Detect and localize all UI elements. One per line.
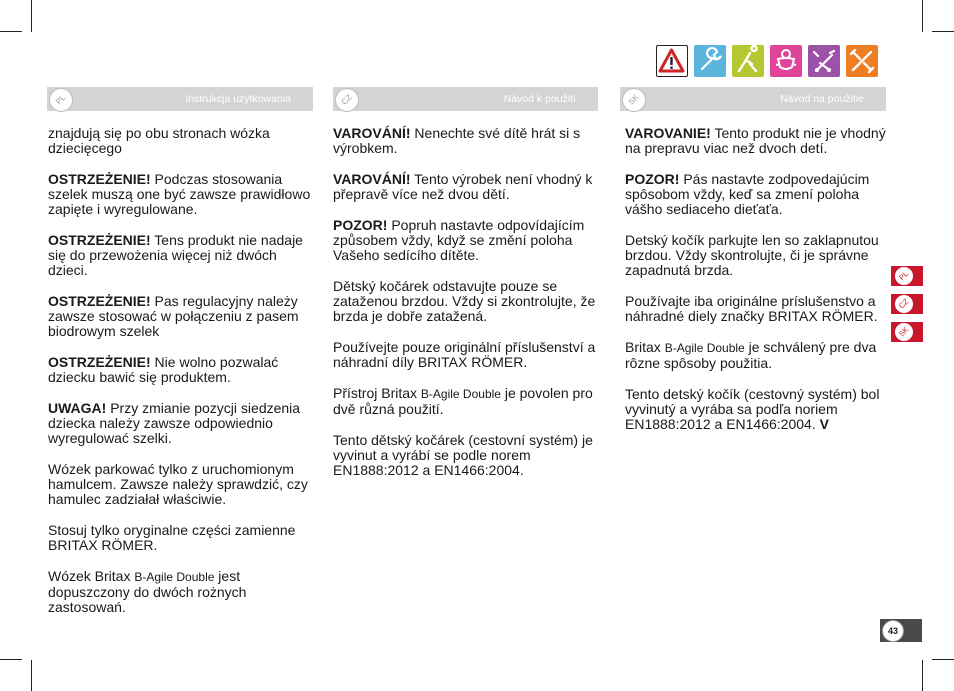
paragraph: Wózek Britax B-Agile Double jest dopuszczony do dwóch rożnych zastosowań. <box>48 568 247 615</box>
side-tab-label: PL <box>890 262 918 290</box>
warning-paragraph: VAROVÁNÍ! Tento výrobek není vhodný k přepravě více než dvou dětí. <box>333 171 593 202</box>
warning-paragraph: OSTRZEŻENIE! Pas regulacyjny należy zawsze stosować w połączeniu z pasem biodrowym szelek <box>48 293 299 339</box>
stroller-folding-icon <box>808 45 840 77</box>
crop-mark <box>0 31 22 32</box>
warning-paragraph: VAROVANIE! Tento produkt nie je vhodný na prepravu viac než dvoch detí. <box>625 125 886 156</box>
paragraph: Používejte pouze originální příslušenství a náhradní díly BRITAX RÖMER. <box>333 339 596 370</box>
crop-mark <box>31 0 32 32</box>
paragraph: Tento dětský kočárek (cestovní systém) je vyvinut a vyrábí se podle norem EN1888:2012 a EN1466:2004. <box>333 432 593 478</box>
child-seat-icon <box>732 45 764 77</box>
crop-mark <box>932 659 954 660</box>
warning-paragraph: OSTRZEŻENIE! Podczas stosowania szelek muszą one być zawsze prawidłowo zapięte i wyregulowane. <box>48 171 311 217</box>
crop-mark <box>31 660 32 691</box>
paragraph: Stosuj tylko oryginalne części zamienne BRITAX RÖMER. <box>48 522 296 553</box>
section-title: Návod na použitie <box>779 93 864 105</box>
side-tab-cz[interactable] <box>891 294 923 314</box>
paragraph: Britax B-Agile Double je schválený pre dva rôzne spôsoby použitia. <box>625 339 877 371</box>
language-badge: SK <box>617 83 651 117</box>
crop-mark <box>922 0 923 32</box>
tools-icon <box>846 45 878 77</box>
warning-paragraph: VAROVÁNÍ! Nenechte své dítě hrát si s výrobkem. <box>333 125 581 156</box>
column-sk <box>625 126 887 448</box>
side-tab-label: CZ <box>890 290 918 318</box>
section-title: Instrukcja użytkowania <box>185 93 291 105</box>
baby-icon <box>770 45 802 77</box>
crop-mark <box>0 659 22 660</box>
page-number: 43 <box>882 620 904 642</box>
language-badge: PL <box>44 83 78 117</box>
side-tab-pl[interactable] <box>891 266 923 286</box>
paragraph: Dětský kočárek odstavujte pouze se zataženou brzdou. Vždy si zkontrolujte, že brzda je dobře zatažená. <box>333 278 596 324</box>
column-cz <box>333 126 597 494</box>
warning-paragraph: OSTRZEŻENIE! Tens produkt nie nadaje się do przewożenia więcej niż dwóch dzieci. <box>48 232 303 278</box>
caution-paragraph: UWAGA! Przy zmianie pozycji siedzenia dziecka należy zawsze odpowiednio wyregulować szelki. <box>48 400 301 446</box>
section-title: Návod k použití <box>503 93 576 105</box>
paragraph: Přístroj Britax B-Agile Double je povolen pro dvě různá použití. <box>333 385 593 417</box>
warning-paragraph: OSTRZEŻENIE! Nie wolno pozwalać dziecku bawić się produktem. <box>48 354 279 385</box>
paragraph: Detský kočík parkujte len so zaklapnutou brzdou. Vždy skontrolujte, či je správne zapadnutá brzda. <box>625 232 879 278</box>
paragraph: Tento detský kočík (cestovný systém) bol vyvinutý a vyrába sa podľa noriem EN1888:2012 a EN1466:2004. V <box>625 386 880 432</box>
column-header-pl <box>47 87 313 111</box>
column-header-sk <box>620 87 886 111</box>
paragraph: Používajte iba originálne príslušenstvo a náhradné diely značky BRITAX RÖMER. <box>625 293 878 324</box>
crop-mark <box>932 31 954 32</box>
side-tab-label: SK <box>890 318 918 346</box>
page-number-tab <box>880 619 922 642</box>
caution-paragraph: POZOR! Pás nastavte zodpovedajúcim spôsobom vždy, keď sa zmení poloha vášho sediaceho dieťaťa. <box>625 171 870 217</box>
paragraph: znajdują się po obu stronach wózka dziecięcego <box>48 125 270 156</box>
column-pl <box>48 126 314 631</box>
side-tab-sk[interactable] <box>891 322 923 342</box>
column-header-cz <box>333 87 598 111</box>
paragraph: Wózek parkować tylko z uruchomionym hamulcem. Zawsze należy sprawdzić, czy hamulec zadziałał właściwie. <box>48 461 308 507</box>
caution-paragraph: POZOR! Popruh nastavte odpovídajícím způsobem vždy, když se změní poloha Vašeho sedícího dítěte. <box>333 217 585 263</box>
crop-mark <box>922 660 923 691</box>
language-badge: CZ <box>330 83 364 117</box>
warning-triangle-icon <box>656 45 688 77</box>
wrench-icon <box>694 45 726 77</box>
